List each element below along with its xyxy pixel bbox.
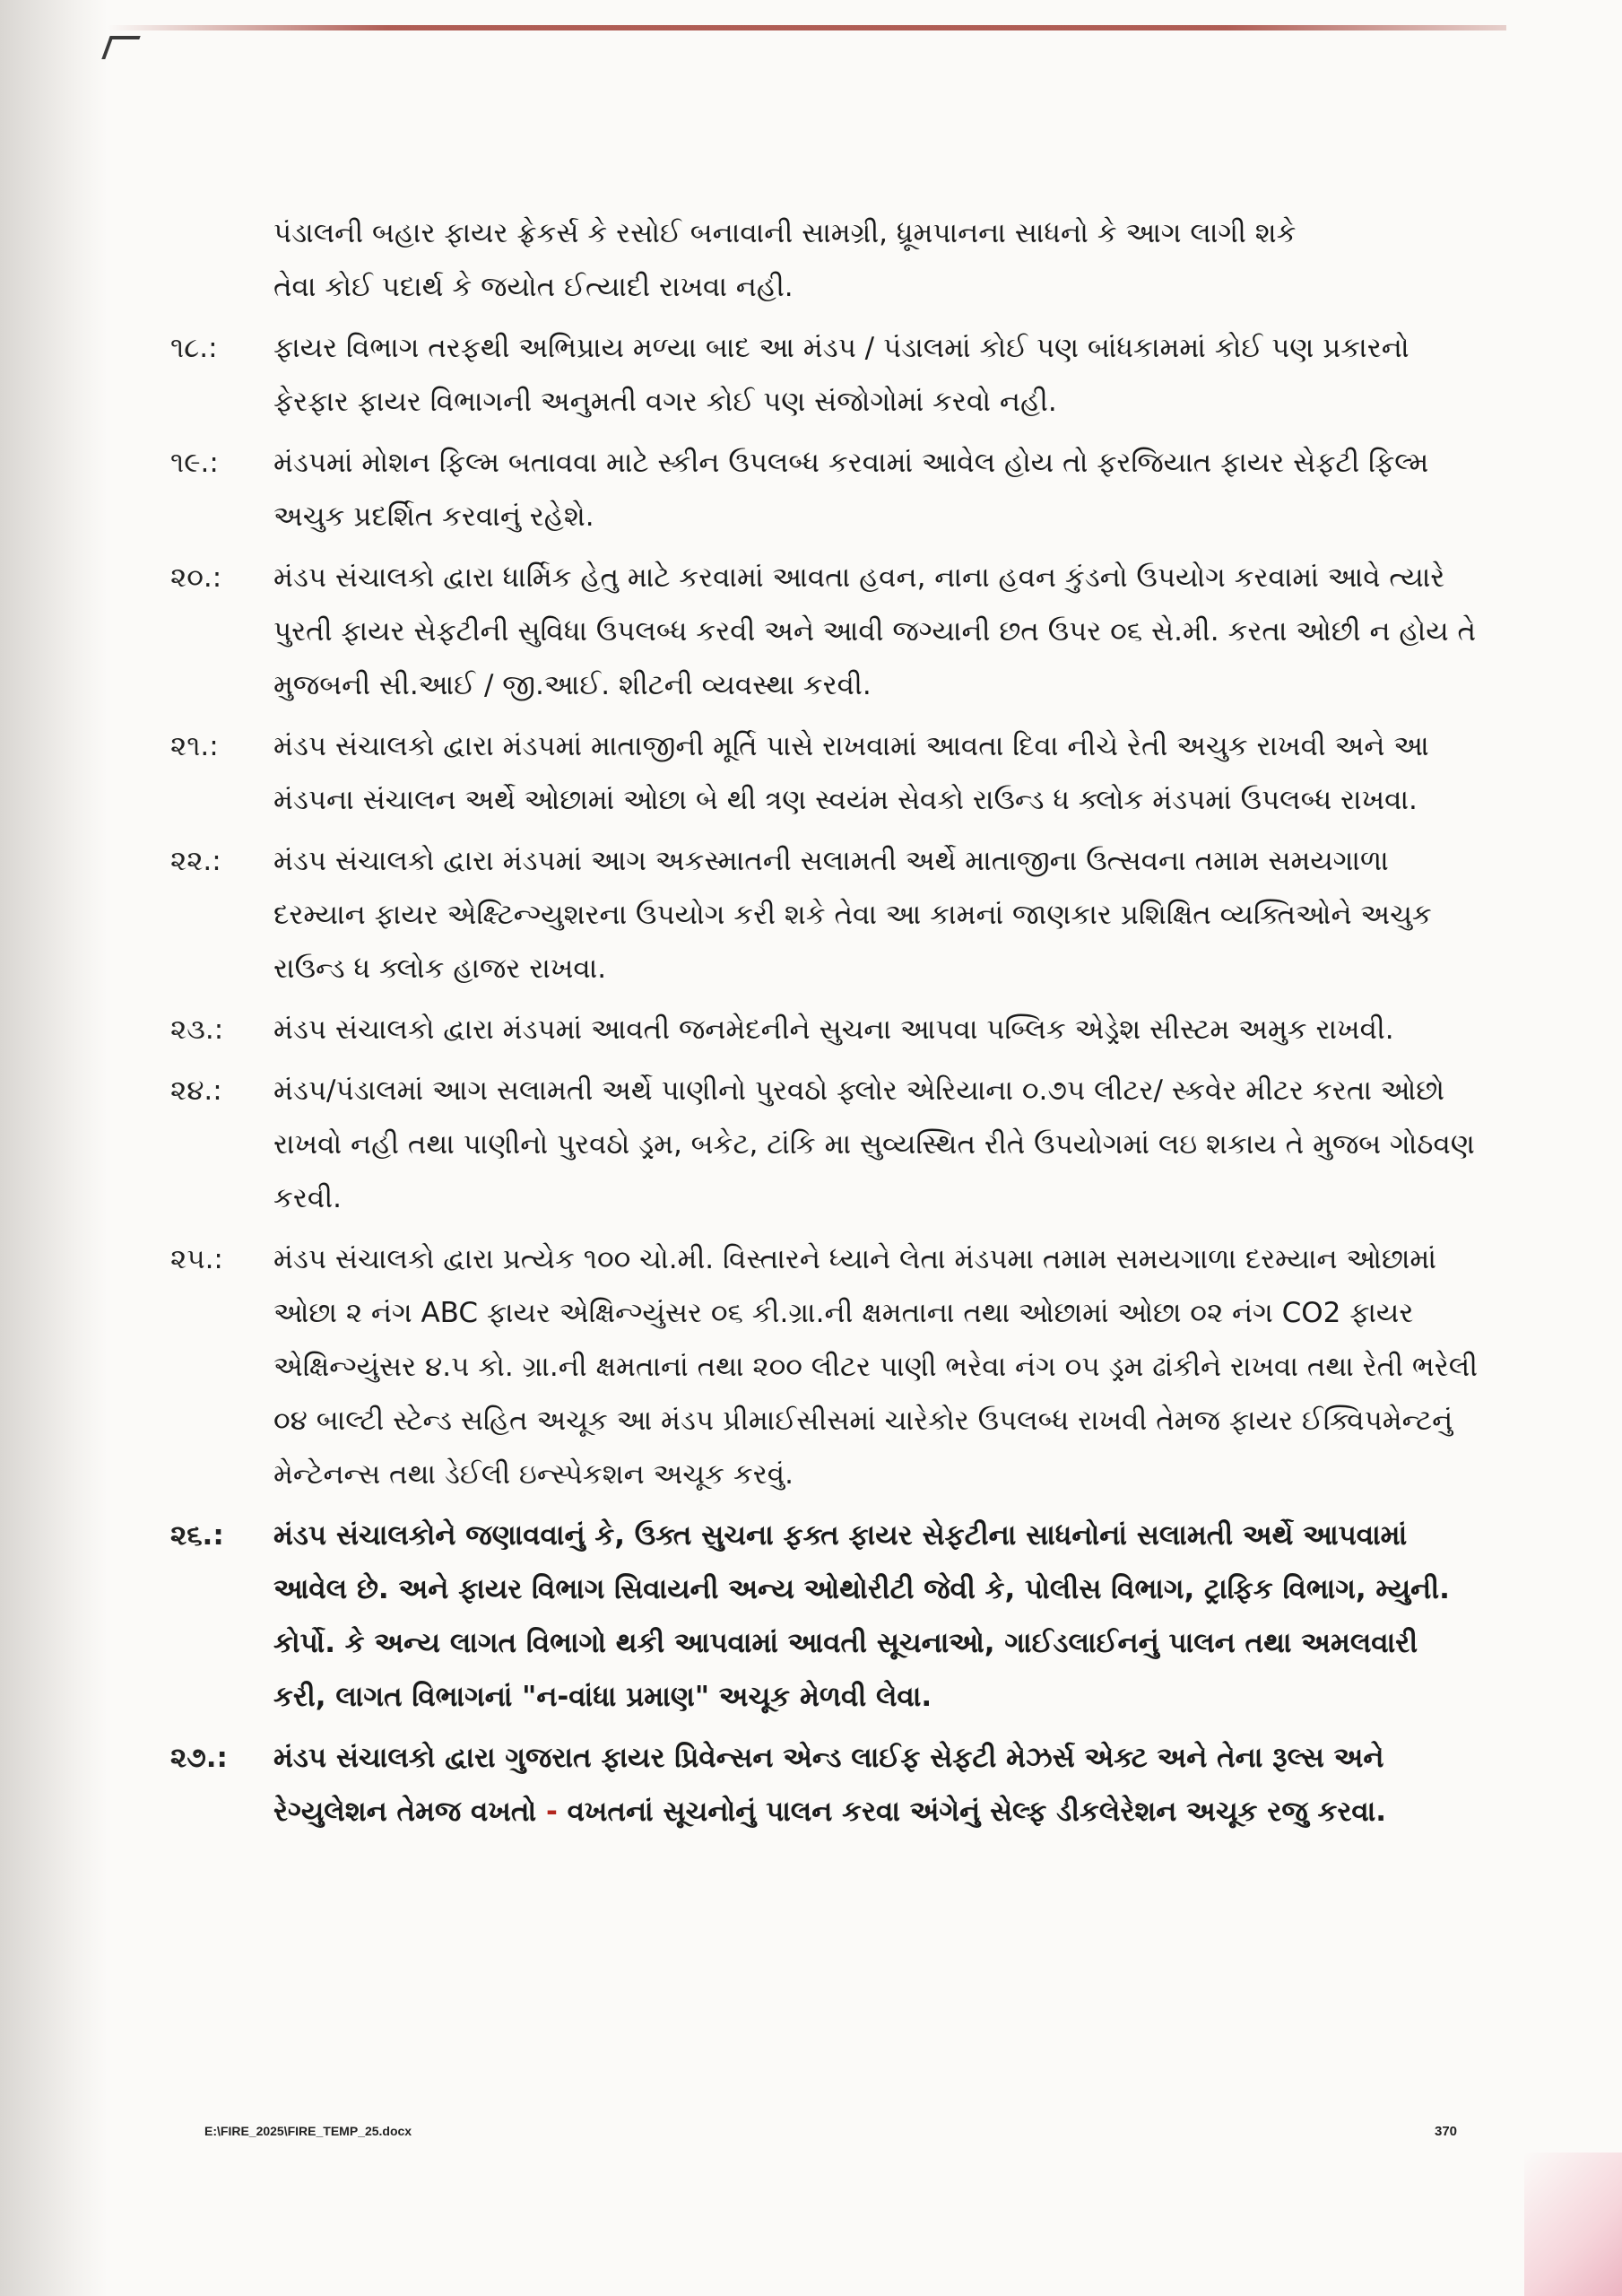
item-number: ૧૮.: [170, 332, 218, 364]
list-item-27 [170, 1731, 1479, 1839]
list-item-21 [170, 719, 1479, 827]
corner-stamp-smudge [1524, 2152, 1622, 2296]
intro-line-2: તેવા કોઈ પદાર્થ કે જયોત ઈત્યાદી રાખવા નહી. [273, 271, 794, 303]
item-number: ૨૭.: [170, 1742, 228, 1774]
item-number: ૨૧.: [170, 730, 219, 762]
list-item-23 [170, 1003, 1479, 1057]
item-text-part-a: મંડપ સંચાલકો દ્વારા ગુજરાત ફાયર પ્રિવેન્સન એન્ડ લાઈફ સેફટી મેઝર્સ એક્ટ અને તેના રૂલ્સ અને રેગ્યુલેશન તેમજ વખતો [273, 1742, 1384, 1828]
item-number: ૨૦.: [170, 561, 222, 594]
footer-page-number: 370 [1435, 2124, 1458, 2139]
list-item-25 [170, 1232, 1479, 1501]
highlighted-dash: - [545, 1796, 558, 1828]
item-number: ૧૯.: [170, 447, 219, 479]
top-binding-edge [108, 25, 1506, 30]
item-number: ૨૨.: [170, 845, 221, 877]
item-text: મંડપ સંચાલકો દ્વારા ધાર્મિક હેતુ માટે કરવામાં આવતા હવન, નાના હવન કુંડનો ઉપયોગ કરવામાં આવે ત્યારે પુરતી ફાયર સેફટીની સુવિધા ઉપલબ્ધ કરવી અને આવી જગ્યાની છત ઉપર ૦૬ સે.મી. કરતા ઓછી ન હોય તે મુજબની સી.આઈ / જી.આઈ. શીટની વ્યવસ્થા કરવી. [273, 561, 1477, 701]
intro-line-1: પંડાલની બહાર ફાયર ફ્રેકર્સ કે રસોઈ બનાવાની સામગ્રી, ધ્રૂમપાનના સાધનો કે આગ લાગી શકે [273, 217, 1297, 249]
item-text: મંડપ સંચાલકોને જણાવવાનું કે, ઉક્ત સુચના ફક્ત ફાયર સેફટીના સાધનોનાં સલામતી અર્થે આપવામાં આવેલ છે. અને ફાયર વિભાગ સિવાયની અન્ય ઓથોરીટી જેવી કે, પોલીસ વિભાગ, ટ્રાફિક વિભાગ, મ્યુની. કોર્પો. કે અન્ય લાગત વિભાગો થકી આપવામાં આવતી સૂચનાઓ, ગાઈડલાઈનનું પાલન તથા અમલવારી કરી, લાગત વિભાગનાં "ન-વાંધા પ્રમાણ" અચૂક મેળવી લેવા. [273, 1519, 1450, 1713]
list-item-19 [170, 436, 1479, 544]
item-text-part-b: વખતનાં સૂચનોનું પાલન કરવા અંગેનું સેલ્ફ ડીકલેરેશન અચૂક રજુ કરવા. [557, 1796, 1387, 1828]
intro-paragraph [273, 206, 1479, 314]
list-item-22 [170, 834, 1479, 996]
item-text: મંડપ સંચાલકો દ્વારા મંડપમાં આગ અકસ્માતની સલામતી અર્થે માતાજીના ઉત્સવના તમામ સમયગાળા દરમ્યાન ફાયર એક્ષ્ટિન્ગ્યુશરના ઉપયોગ કરી શકે તેવા આ કામનાં જાણકાર પ્રશિક્ષિત વ્યક્તિઓને અચુક રાઉન્ડ ધ ક્લોક હાજર રાખવા. [273, 845, 1432, 985]
list-item-18 [170, 321, 1479, 429]
item-text: ફાયર વિભાગ તરફથી અભિપ્રાય મળ્યા બાદ આ મંડપ / પંડાલમાં કોઈ પણ બાંધકામમાં કોઈ પણ પ્રકારનો ફેરફાર ફાયર વિભાગની અનુમતી વગર કોઈ પણ સંજોગોમાં કરવો નહી. [273, 332, 1409, 418]
item-number: ૨૩.: [170, 1013, 224, 1046]
list-item-26 [170, 1509, 1479, 1724]
list-item-24 [170, 1064, 1479, 1225]
item-text: મંડપમાં મોશન ફિલ્મ બતાવવા માટે સ્કીન ઉપલબ્ધ કરવામાં આવેલ હોય તો ફરજિયાત ફાયર સેફટી ફિલ્મ અચુક પ્રદર્શિત કરવાનું રહેશે. [273, 447, 1429, 533]
footer-file-path: E:\FIRE_2025\FIRE_TEMP_25.docx [204, 2124, 412, 2138]
list-item-20 [170, 551, 1479, 712]
item-number: ૨૪.: [170, 1074, 222, 1107]
item-number: ૨૫.: [170, 1243, 223, 1275]
page-edge-shadow [0, 0, 108, 2296]
item-text [273, 1731, 1479, 1839]
item-text: મંડપ સંચાલકો દ્વારા પ્રત્યેક ૧૦૦ ચો.મી. વિસ્તારને ધ્યાને લેતા મંડપમા તમામ સમયગાળા દરમ્યાન ઓછામાં ઓછા ૨ નંગ ABC ફાયર એક્ષિન્ગ્યુંસર ૦૬ કી.ગ્રા.ની ક્ષમતાના તથા ઓછામાં ઓછા ૦૨ નંગ CO2 ફાયર એક્ષિન્ગ્યુંસર ૪.૫ કો. ગ્રા.ની ક્ષમતાનાં તથા ૨૦૦ લીટર પાણી ભરેવા નંગ ૦૫ ડ્રમ ઢાંકીને રાખવા તથા રેતી ભરેલી ૦૪ બાલ્ટી સ્ટેન્ડ સહિત અચૂક આ મંડપ પ્રીમાઈસીસમાં ચારેકોર ઉપલબ્ધ રાખવી તેમજ ફાયર ઈક્વિપમેન્ટનું મેન્ટેનન્સ તથા ડેઈલી ઇન્સ્પેકશન અચૂક કરવું. [273, 1243, 1479, 1491]
item-text: મંડપ સંચાલકો દ્વારા મંડપમાં માતાજીની મૂર્તિ પાસે રાખવામાં આવતા દિવા નીચે રેતી અચુક રાખવી અને આ મંડપના સંચાલન અર્થે ઓછામાં ઓછા બે થી ત્રણ સ્વયંમ સેવકો રાઉન્ડ ધ ક્લોક મંડપમાં ઉપલબ્ધ રાખવા. [273, 730, 1429, 816]
document-body [170, 206, 1479, 1846]
item-text: મંડપ/પંડાલમાં આગ સલામતી અર્થે પાણીનો પુરવઠો ફ્લોર એરિયાના ૦.૭૫ લીટર/ સ્કવેર મીટર કરતા ઓછો રાખવો નહી તથા પાણીનો પુરવઠો ડ્રમ, બકેટ, ટાંકિ મા સુવ્યસ્થિત રીતે ઉપયોગમાં લઇ શકાય તે મુજબ ગોઠવણ કરવી. [273, 1074, 1475, 1214]
item-number: ૨૬.: [170, 1519, 224, 1552]
item-text: મંડપ સંચાલકો દ્વારા મંડપમાં આવતી જનમેદનીને સુચના આપવા પબ્લિક એડ્રેશ સીસ્ટમ અમુક રાખવી. [273, 1013, 1394, 1046]
